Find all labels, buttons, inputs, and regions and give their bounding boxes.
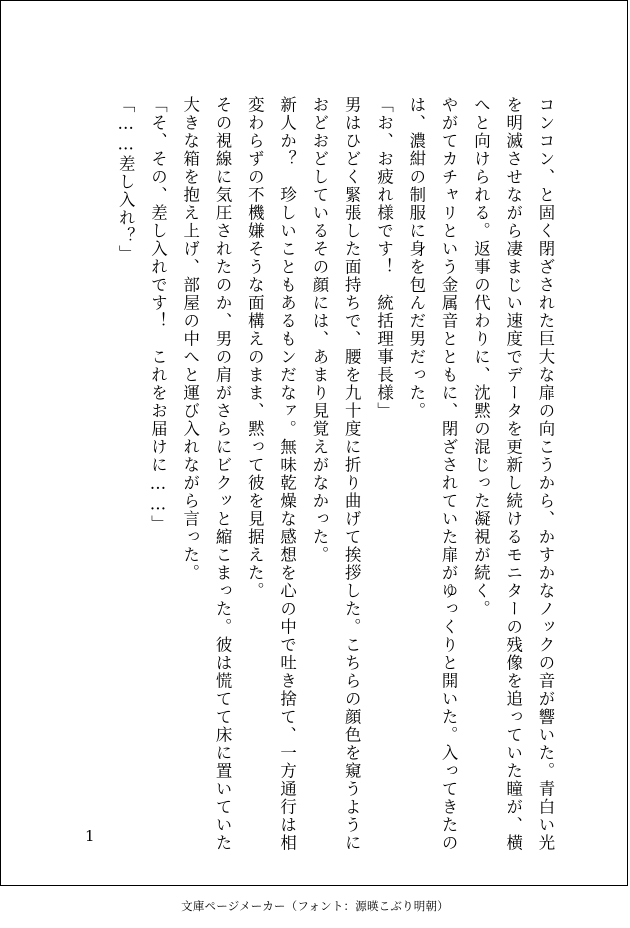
paragraph: 男はひどく緊張した面持ちで、腰を九十度に折り曲げて挨拶した。こちらの顔色を窺うようにおどおどしているその顔には、あまり見覚えがなかった。 <box>309 96 362 852</box>
paragraph: 「……差し入れ？」 <box>116 96 136 264</box>
page-number: 1 <box>85 827 95 845</box>
paragraph: 「そ、その、差し入れです！ これをお届けに……」 <box>148 96 168 534</box>
paragraph: 「お、お疲れ様です！ 統括理事長様」 <box>374 96 394 420</box>
paragraph: 新人か？ 珍しいこともあるもンだなァ。無味乾燥な感想を心の中で吐き捨て、一方通行は相変わらずの不機嫌そうな面構えのまま、黙って彼を見据えた。 <box>245 96 297 852</box>
footer-credit: 文庫ページメーカー（フォント：源暎こぶり明朝） <box>181 899 449 913</box>
paragraph: コンコン、と固く閉ざされた巨大な扉の向こうから、かすかなノックの音が響いた。青白い光を明滅させながら凄まじい速度でデータを更新し続けるモニターの残像を追っていた瞳が、横へと向けられる。返事の代わりに、沈黙の混じった凝視が続く。 <box>471 96 555 852</box>
paragraph: その視線に気圧されたのか、男の肩がさらにビクッと縮こまった。彼は慌てて床に置いていた大きな箱を抱え上げ、部屋の中へと運び入れながら言った。 <box>180 96 233 852</box>
paragraph: やがてカチャリという金属音とともに、閉ざされていた扉がゆっくりと開いた。入ってきたのは、濃紺の制服に身を包んだ男だった。 <box>406 96 459 852</box>
vertical-text-body <box>81 96 561 866</box>
